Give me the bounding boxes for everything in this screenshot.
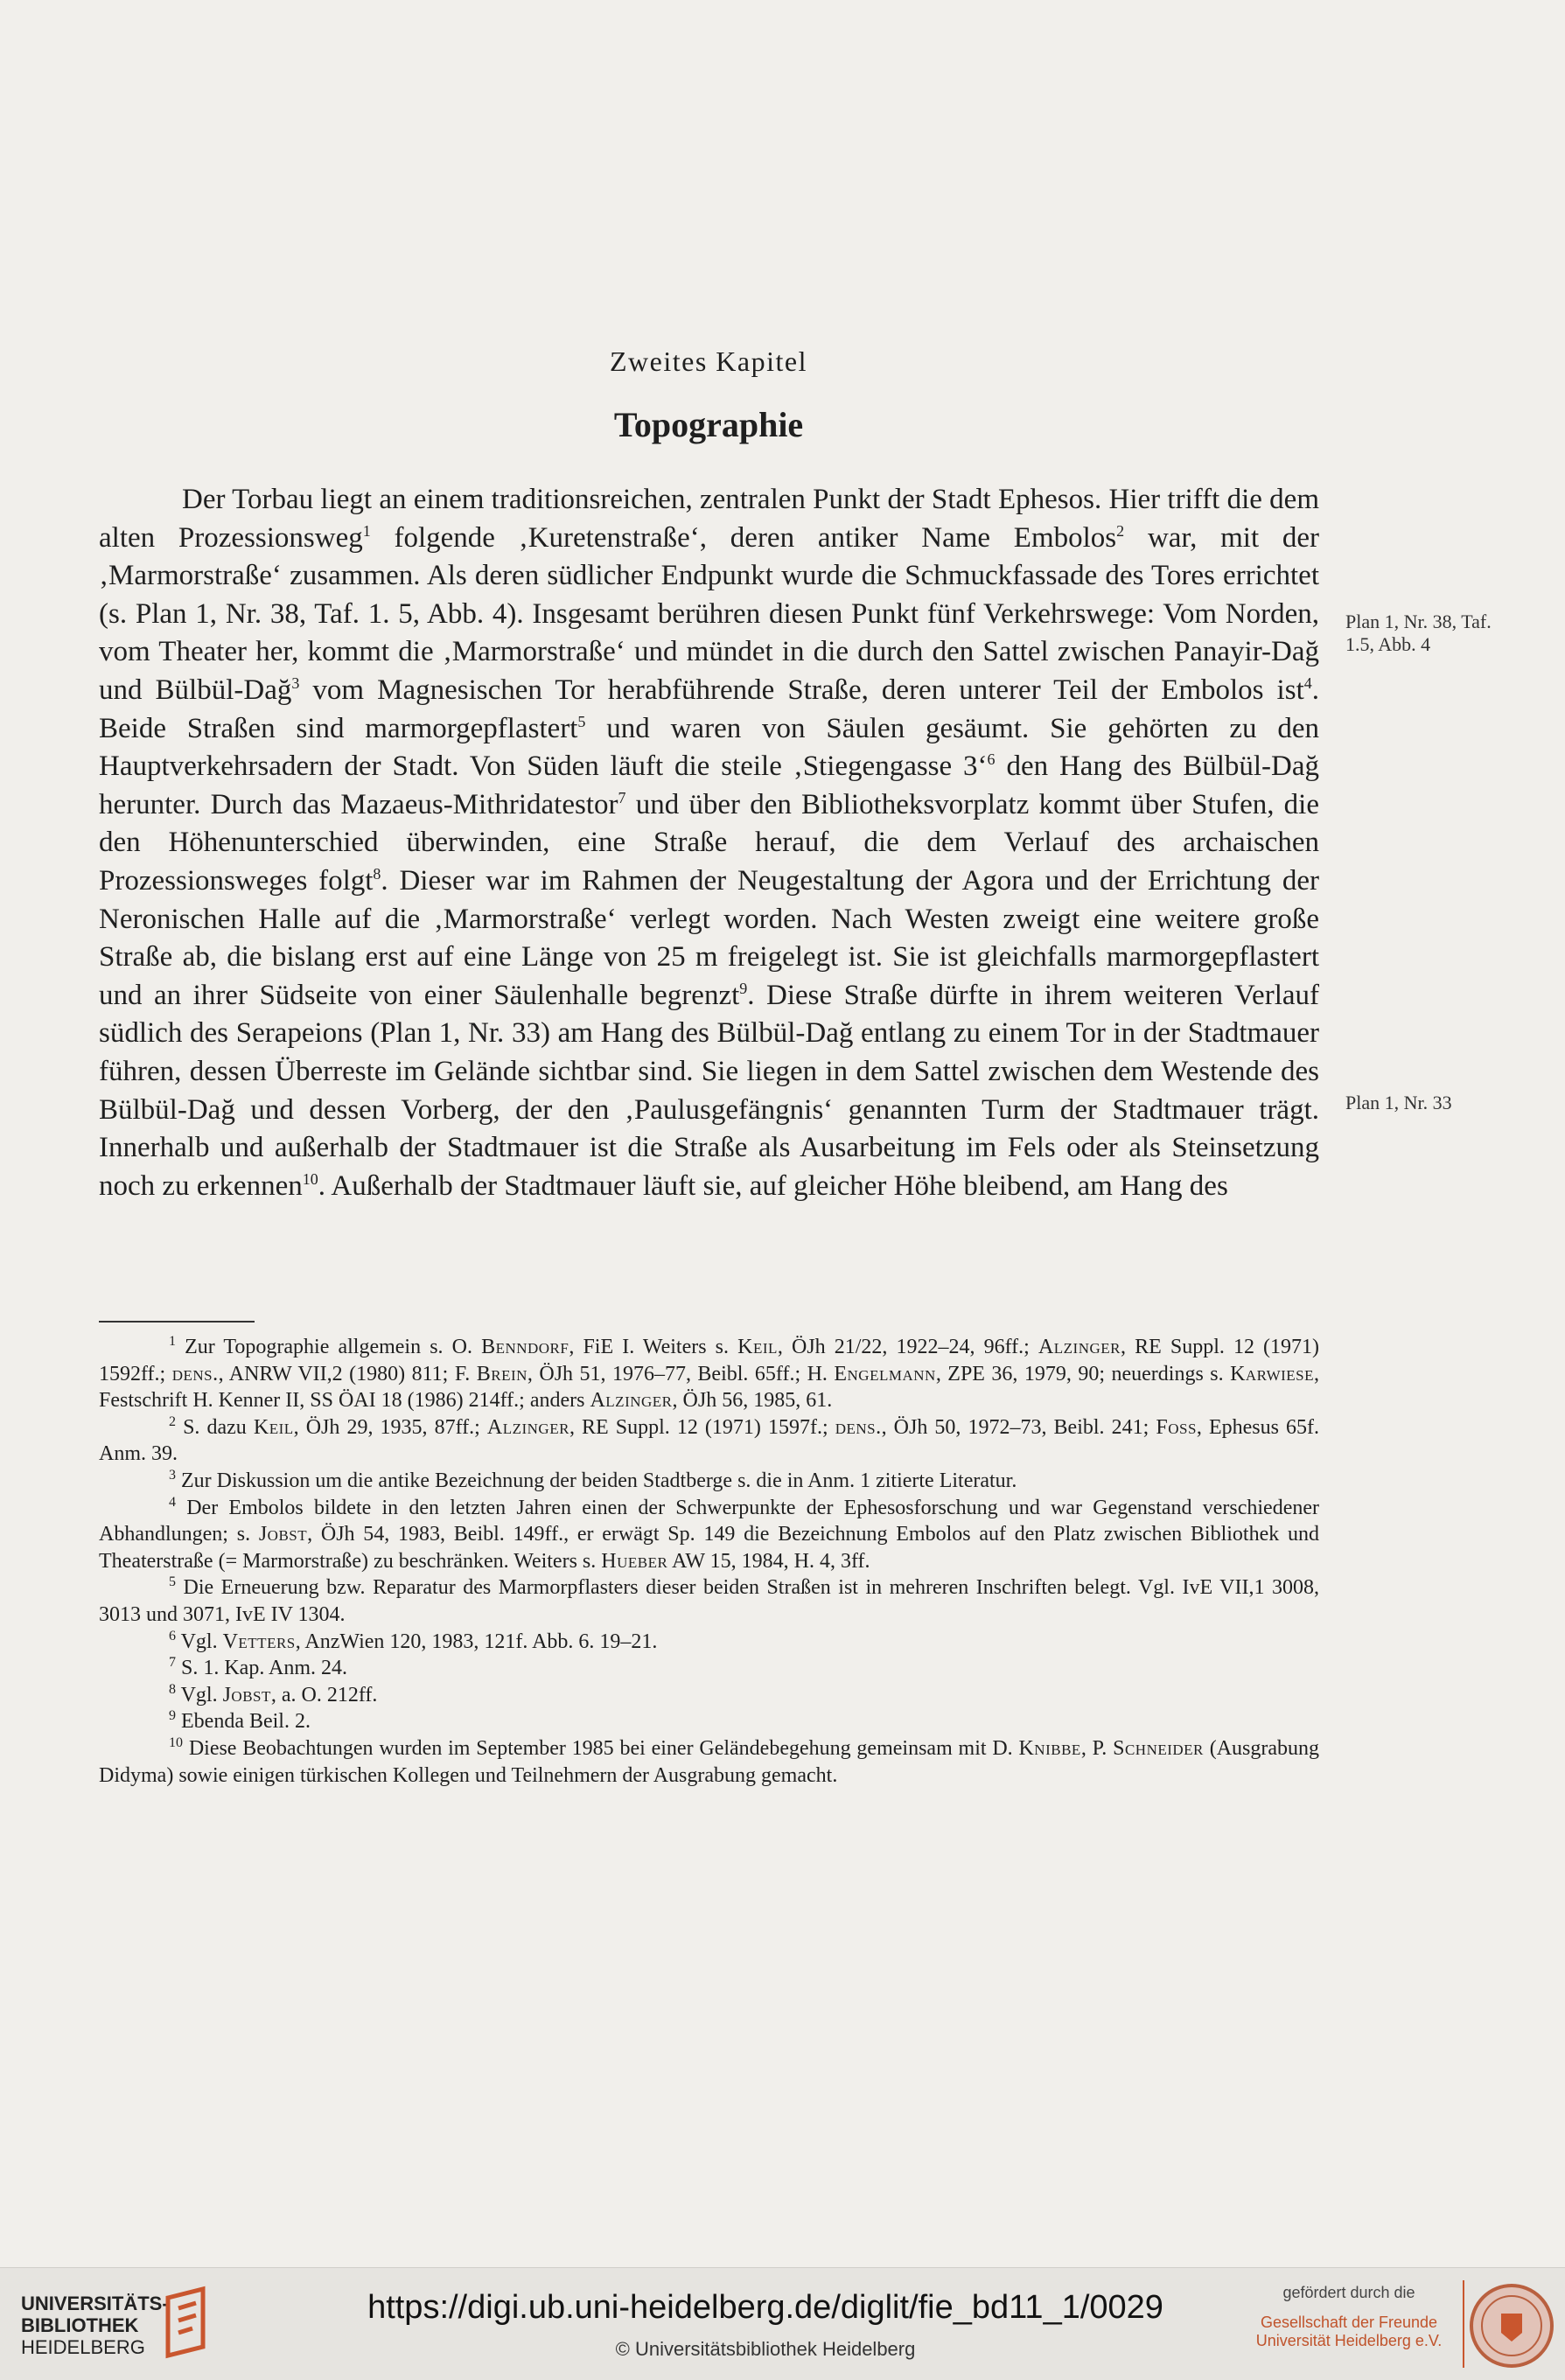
chapter-title: Topographie <box>613 405 804 444</box>
library-city: HEIDELBERG <box>21 2336 145 2358</box>
page-url-link[interactable]: https://digi.ub.uni-heidelberg.de/diglit/fie_bd11_1/0029 <box>367 2289 1163 2326</box>
footnote-ref[interactable]: 8 <box>373 864 381 883</box>
footer-bar <box>0 2267 1565 2380</box>
chapter-label: Zweites Kapitel <box>610 345 807 377</box>
footer-divider <box>1463 2280 1464 2368</box>
footnote-ref[interactable]: 5 <box>577 712 586 730</box>
library-name-line: BIBLIOTHEK <box>21 2314 139 2336</box>
library-name-line: UNIVERSITÄTS- <box>21 2293 169 2314</box>
footnote-ref[interactable]: 6 <box>987 750 996 769</box>
footnote-ref[interactable]: 3 <box>291 674 300 692</box>
footnote-ref[interactable]: 9 <box>739 979 748 997</box>
library-name[interactable] <box>21 2293 169 2358</box>
footnote-ref[interactable]: 10 <box>302 1169 318 1188</box>
footnote: $^6$ Vgl. Vetters, AnzWien 120, 1983, 121f. Abb. 6. 19–21. <box>169 1628 658 1653</box>
footnote: $^5$ Die Erneuerung bzw. Reparatur des Marmorpflasters dieser beiden Straßen ist in mehreren Inschriften belegt. Vgl. IvE VII,1 3008, 3013 und 3071, IvE IV 1304. <box>99 1574 1320 1626</box>
main-text <box>99 481 1319 1205</box>
footnote: $^4$ Der Embolos bildete in den letzten Jahren einen der Schwerpunkte der Ephesosforschung und war Gegenstand verschiedener Abhandlungen; s. Jobst, ÖJh 54, 1983, Beibl. 149ff., er erwägt Sp. 149 die Bezeichnung Embolos auf den Platz zwischen Bibliothek und Theaterstraße (= Marmorstraße) zu beschränken. Weiters s. Hueber AW 15, 1984, H. 4, 3ff. <box>99 1494 1320 1573</box>
footnote: $^7$ S. 1. Kap. Anm. 24. <box>169 1655 348 1680</box>
paragraph: Der Torbau liegt an einem traditionsreichen, zentralen Punkt der Stadt Ephesos. Hier trifft die dem alten Prozessionsweg$^1$ folgende ‚Kuretenstraße‘, deren antiker Name Embolos$^2$ war, mit der ‚Marmorstraße‘ zusammen. Als deren südlicher Endpunkt wurde die Schmuckfassade des Tores errichtet (s. Plan 1, Nr. 38, Taf. 1. 5, Abb. 4). Insgesamt berühren diesen Punkt fünf Verkehrswege: Vom Norden, vom Theater her, kommt die ‚Marmorstraße‘ und mündet in die durch den Sattel zwischen Panayir-Dağ und Bülbül-Dağ$^3$ vom Magnesischen Tor herabführende Straße, deren unterer Teil der Embolos ist$^4$. Beide Straßen sind marmorgepflastert$^5$ und waren von Säulen gesäumt. Sie gehörten zu den Hauptverkehrsadern der Stadt. Von Süden läuft die steile ‚Stiegengasse 3‘$^6$ den Hang des Bülbül-Dağ herunter. Durch das Mazaeus-Mithridatestor$^7$ und über den Bibliotheksvorplatz kommt über Stufen, die den Höhenunterschied überwinden, eine Straße herauf, die dem Verlauf des archaischen Prozessionsweges folgt$^8$. Dieser war im Rahmen der Neugestaltung der Agora und der Errichtung der Neronischen Halle auf die ‚Marmorstraße‘ verlegt worden. Nach Westen zweigt eine weitere große Straße ab, die bislang erst auf eine Länge von 25 m freigelegt ist. Sie ist gleichfalls marmorgepflastert und an ihrer Südseite von einer Säulenhalle begrenzt$^9$. Diese Straße dürfte in ihrem weiteren Verlauf südlich des Serapeions (Plan 1, Nr. 33) am Hang des Bülbül-Dağ entlang zu einem Tor in der Stadtmauer führen, dessen Überreste im Gelände sichtbar sind. Sie liegen in dem Sattel zwischen dem Westende des Bülbül-Dağ und dessen Vorberg, der den ‚Paulusgefängnis‘ genannten Turm der Stadtmauer trägt. Innerhalb und außerhalb der Stadtmauer ist die Straße als Ausarbeitung im Fels oder als Steinsetzung noch zu erkennen$^{10}$. Außerhalb der Stadtmauer läuft sie, auf gleicher Höhe bleibend, am Hang des <box>99 484 1320 1202</box>
margin-note-plan-38: Plan 1, Nr. 38, Taf. 1.5, Abb. 4 <box>1345 611 1492 655</box>
society-name[interactable] <box>1244 2314 1454 2350</box>
funded-by-label: gefördert durch die <box>1282 2284 1415 2301</box>
society-name-line: Gesellschaft der Freunde <box>1260 2314 1438 2331</box>
footnote-ref[interactable]: 2 <box>1116 521 1125 540</box>
footnote: $^3$ Zur Diskussion um die antike Bezeichnung der beiden Stadtberge s. die in Anm. 1 zitierte Literatur. <box>169 1467 1017 1492</box>
footnotes <box>99 1334 1319 1789</box>
footnote: $^1$ Zur Topographie allgemein s. O. Benndorf, FiE I. Weiters s. Keil, ÖJh 21/22, 1922–24, 96ff.; Alzinger, RE Suppl. 12 (1971) 1592ff.; dens., ANRW VII,2 (1980) 811; F. Brein, ÖJh 51, 1976–77, Beibl. 65ff.; H. Engelmann, ZPE 36, 1979, 90; neuerdings s. Karwiese, Festschrift H. Kenner II, SS ÖAI 18 (1986) 214ff.; anders Alzinger, ÖJh 56, 1985, 61. <box>99 1334 1320 1413</box>
footnote: $^{10}$ Diese Beobachtungen wurden im September 1985 bei einer Geländebegehung gemeinsam mit D. Knibbe, P. Schneider (Ausgrabung Didyma) sowie einigen türkischen Kollegen und Teilnehmern der Ausgrabung gemacht. <box>99 1734 1320 1787</box>
library-logo-icon[interactable] <box>157 2286 219 2361</box>
footnote: $^2$ S. dazu Keil, ÖJh 29, 1935, 87ff.; Alzinger, RE Suppl. 12 (1971) 1597f.; dens., ÖJh 50, 1972–73, Beibl. 241; Foss, Ephesus 65f. Anm. 39. <box>99 1413 1320 1466</box>
footnote: $^8$ Vgl. Jobst, a. O. 212ff. <box>169 1681 378 1706</box>
copyright-text: © Universitätsbibliothek Heidelberg <box>615 2338 916 2360</box>
footnote-rule <box>99 1321 255 1323</box>
university-seal-icon[interactable] <box>1468 2282 1555 2370</box>
margin-note-plan-33: Plan 1, Nr. 33 <box>1345 1092 1452 1113</box>
society-name-line: Universität Heidelberg e.V. <box>1255 2332 1443 2349</box>
footnote-ref[interactable]: 7 <box>618 788 626 806</box>
footnote: $^9$ Ebenda Beil. 2. <box>169 1708 311 1734</box>
footnote-ref[interactable]: 1 <box>362 521 371 540</box>
footnote-ref[interactable]: 4 <box>1303 674 1312 692</box>
